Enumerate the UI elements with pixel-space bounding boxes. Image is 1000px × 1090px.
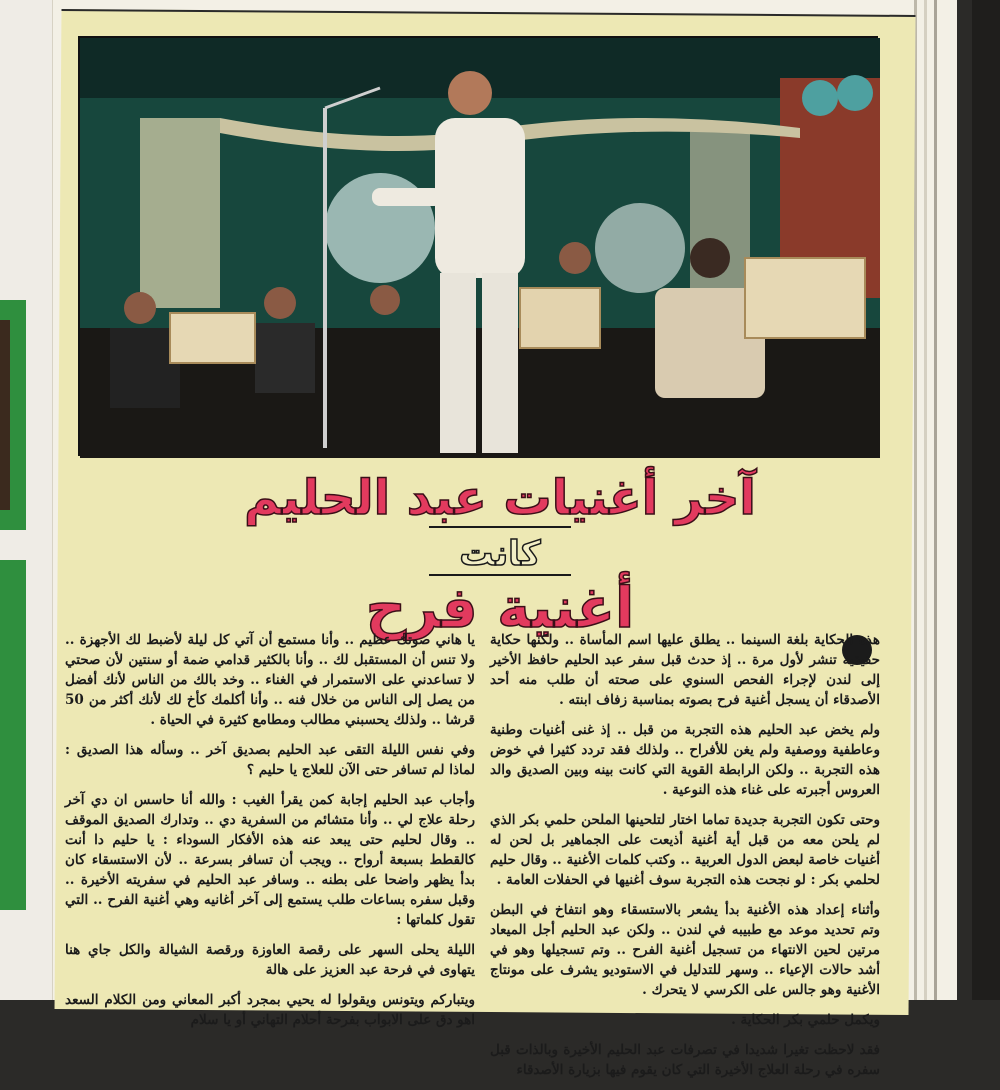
paragraph: هذه الحكاية بلغة السينما .. يطلق عليها اسم المأساة .. ولكنها حكاية حقيقية تنشر لأول مرة .. إذ حدث قبل سفر عبد الحليم حافظ الأخير إلى لندن لإجراء الفحص السنوي على صحته أن طلب منه أحد الأصدقاء أن يسجل أغنية فرح بصوته بمناسبة زفاف ابنته . xyxy=(490,632,880,708)
paragraph: ولم يخض عبد الحليم هذه التجربة من قبل .. إذ غنى أغنيات وطنية وعاطفية ووصفية ولم يغن للأفراح .. ولذلك فقد تردد كثيرا في خوض هذه التجربة .. ولكن الرابطة القوية التي كانت بينه وبين الصديق والد العروس أجبرته على غناء هذه النوعية . xyxy=(490,722,880,798)
paragraph: ويكمل حلمي بكر الحكاية . xyxy=(731,1012,880,1028)
adjacent-page-graphic xyxy=(0,560,26,910)
paragraph: يا هاني صوتك عظيم .. وأنا مستمع أن آتي كل ليلة لأضبط لك الأجهزة .. ولا تنس أن المستقبل لك .. وأنا بالكثير قدامي ضمة أو سنتين لأن صحتي لا تساعدني على الاستمرار في الغناء .. وخد بالك من الناس لأنك أفضل من يصل إلى الناس من خلال فنه .. وأنا أكلمك كأخ لك لأنك أكثر من 50 قرشا .. ولذلك يحسبني مطالب ومطامع كثيرة في الحياة . xyxy=(65,632,475,728)
concert-photo xyxy=(78,36,878,456)
headline xyxy=(240,470,760,641)
paragraph: فقد لاحظت تغيرا شديدا في تصرفات عبد الحليم الأخيرة وبالذات قبل سفره في رحلة العلاج الأخيرة التي كان يقوم فيها بزيارة الأصدقاء xyxy=(490,1042,880,1078)
headline-connector xyxy=(429,526,570,576)
paragraph: وحتى تكون التجربة جديدة تماما اختار لتلحينها الملحن حلمي بكر الذي لم يلحن معه من قبل أية أغنية أذيعت على الجماهير بل لحن له أغنيات خاصة لبعض الدول العربية .. وكتب كلمات الأغنية .. وقال حليم لحلمي بكر : لو نجحت هذه التجربة سوف أغنيها في الحفلات العامة . xyxy=(490,812,880,888)
paragraph: وأجاب عبد الحليم إجابة كمن يقرأ الغيب : والله أنا حاسس ان دي آخر رحلة علاج لي .. وأنا متشائم من السفرية دي .. وتدارك الصديق الموقف .. وقال لحليم حتى يبعد عنه هذه الأفكار السوداء : يا حليم دا أنت كالقطط بسبعة أرواح .. ويجب أن تسافر بسرعة .. لأن الاستسقاء كان بدأ يظهر واضحا على بطنه .. وسافر عبد الحليم في سفريته الأخيرة .. وقبل سفره بساعات طلب يستمع إلى آخر أغانيه وهي أغنية الفرح .. التي تقول كلماتها : xyxy=(65,792,475,928)
paragraph: وأثناء إعداد هذه الأغنية بدأ يشعر بالاستسقاء وهو انتفاخ في البطن وتم تحديد موعد مع طبيبه في لندن .. ولكن عبد الحليم أجل الميعاد مرتين لحين الانتهاء من تسجيل أغنية الفرح .. وتم تسجيلها وهو في أشد حالات الإعياء .. وسهر للتدليل في الاستوديو يشرف على مونتاج الأغنية وهو جالس على الكرسي لا يتحرك . xyxy=(490,902,880,998)
background xyxy=(972,0,1000,1000)
paragraph: ويتباركم ويتونس ويقولوا له يحيي بمجرد أكبر المعاني ومن الكلام السعد اهو دق على الابواب بفرحة أحلام التهاني أو يا سلام xyxy=(65,992,475,1028)
paragraph: الليلة يحلى السهر على رقصة العاوزة ورقصة الشيالة والكل جاي هنا يتهاوى في فرحة عبد العزيز على هالة xyxy=(65,942,475,978)
adjacent-page-graphic xyxy=(0,300,26,530)
article-column-right xyxy=(490,630,880,1090)
headline-line-2: كانت xyxy=(459,534,541,574)
headline-line-1: آخر أغنيات عبد الحليم xyxy=(244,470,756,526)
article-column-left xyxy=(65,630,475,1040)
paragraph: وفي نفس الليلة التقى عبد الحليم بصديق آخر .. وسأله هذا الصديق : لماذا لم تسافر حتى الآن للعلاج يا حليم ؟ xyxy=(65,742,475,778)
headline-line-3: أغنية فرح xyxy=(365,576,635,641)
